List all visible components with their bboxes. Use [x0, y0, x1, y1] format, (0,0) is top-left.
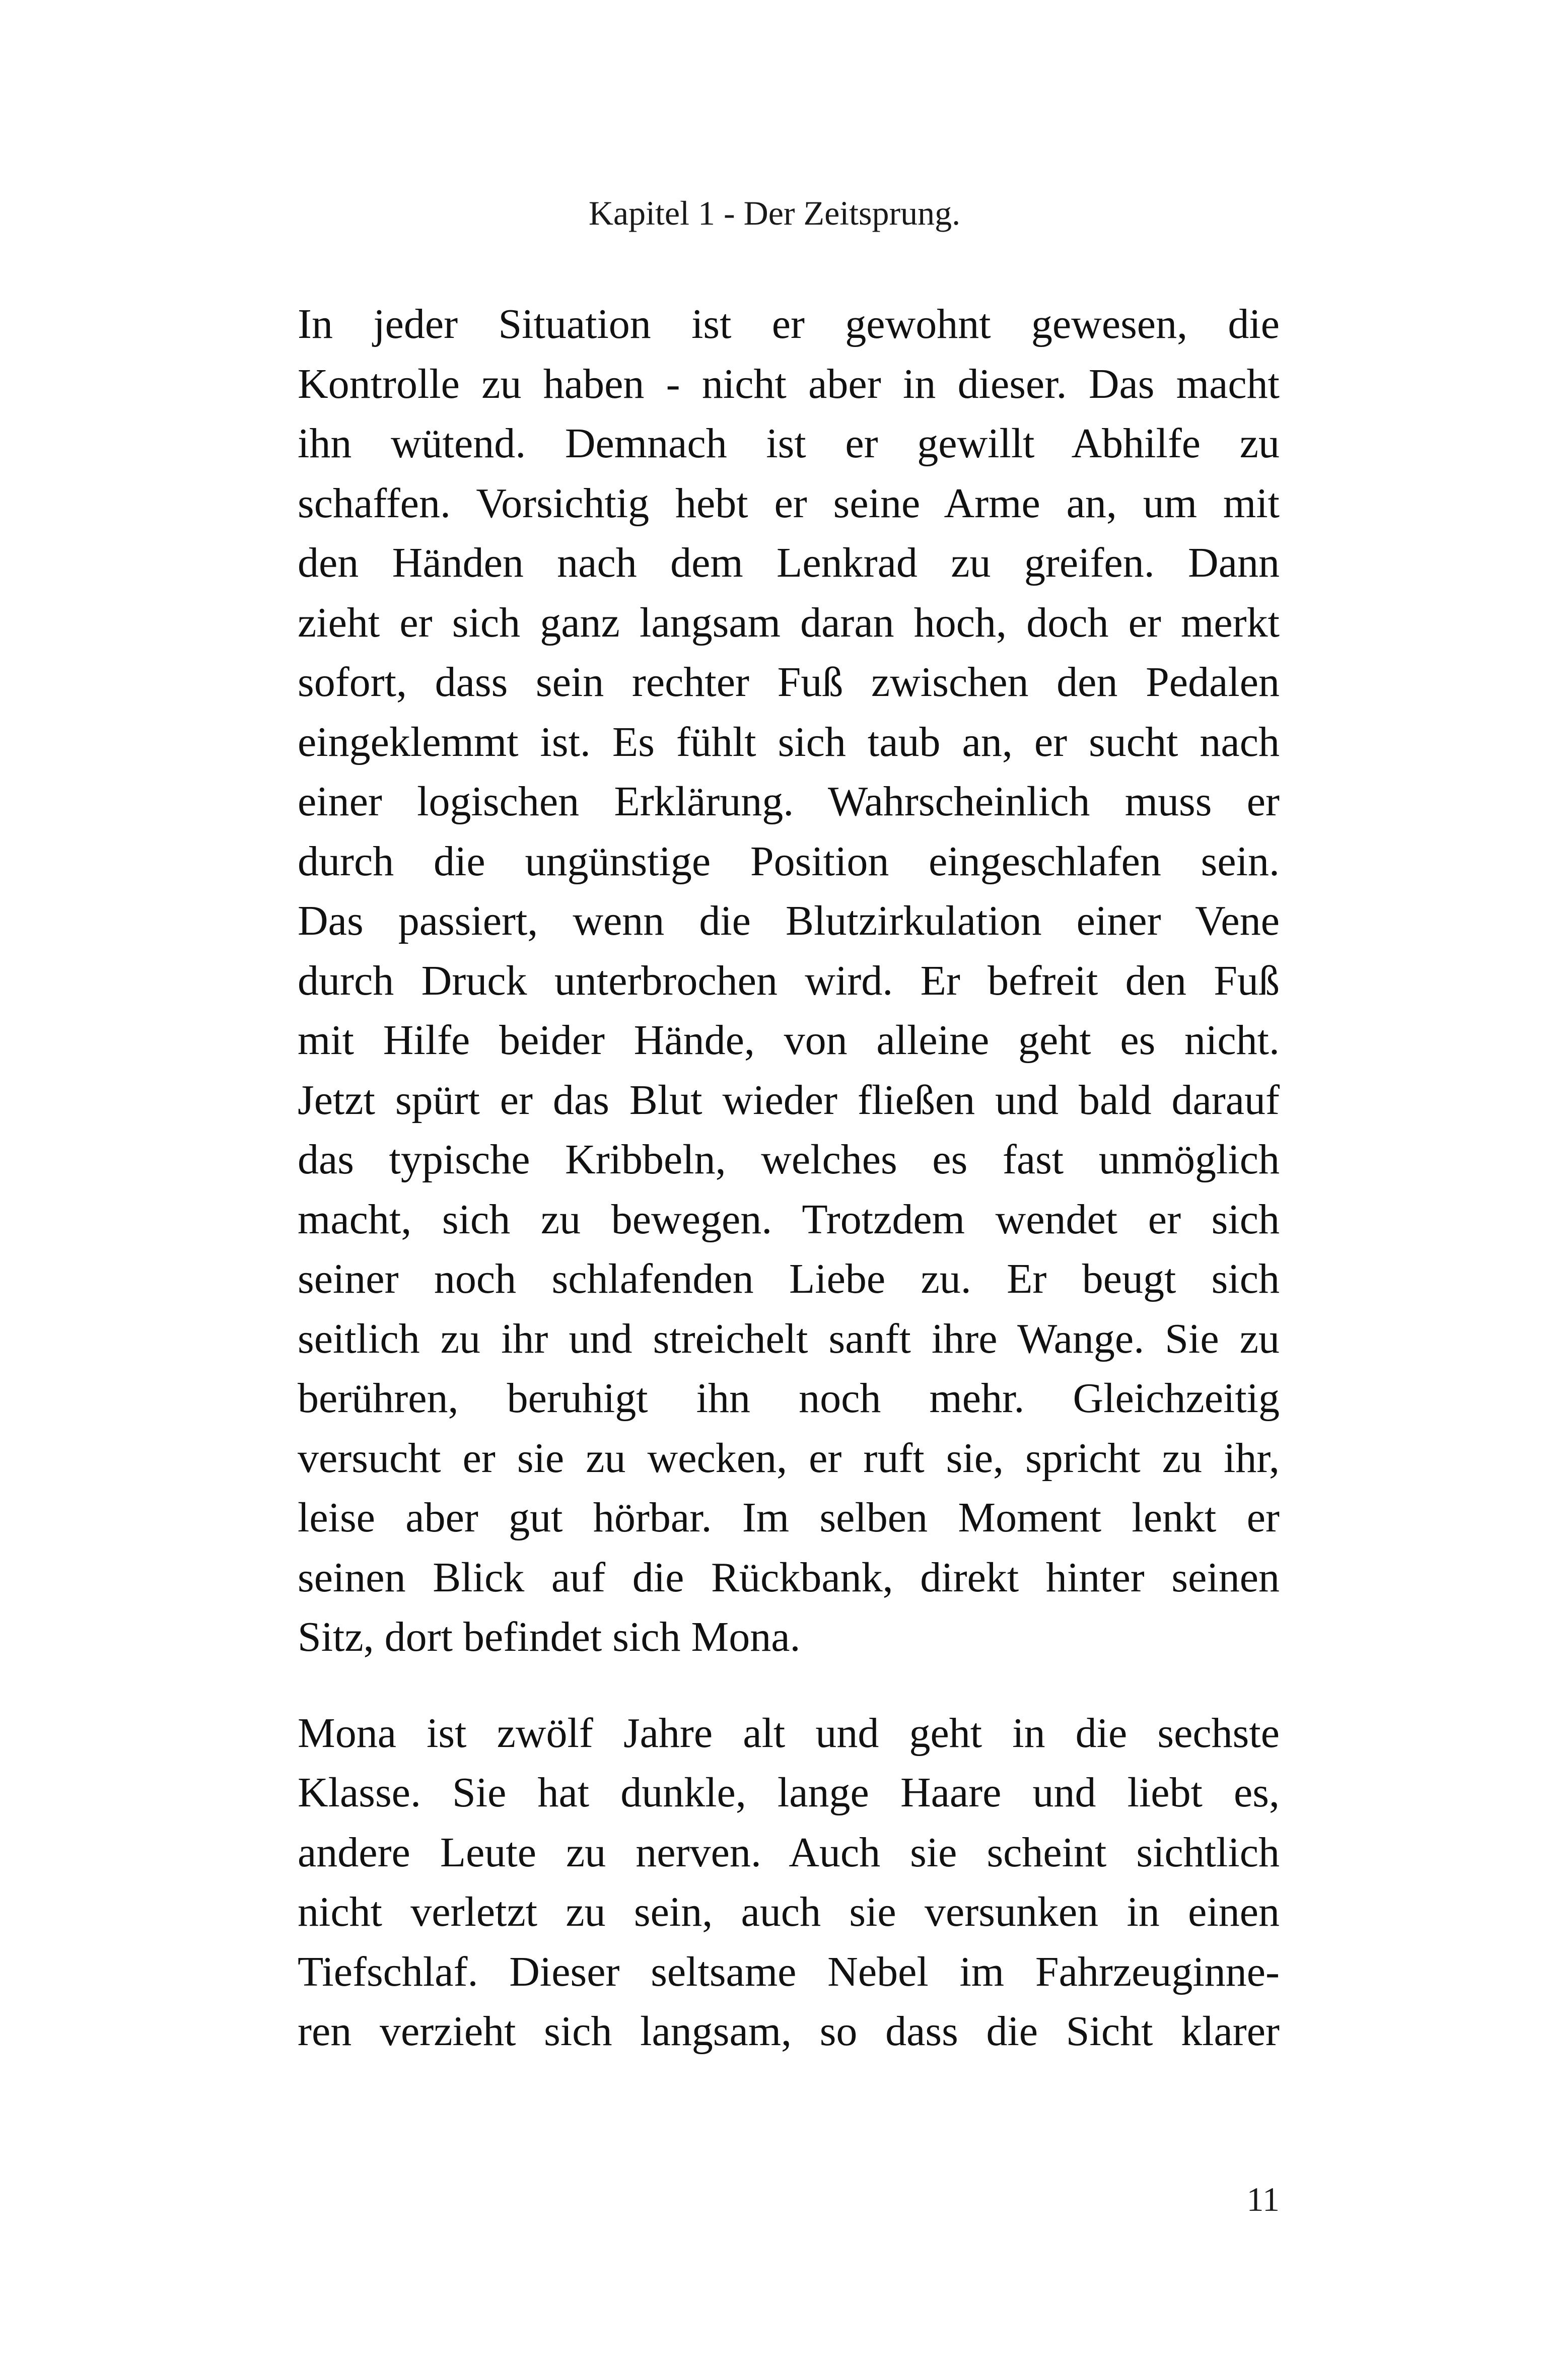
text-line: Klasse. Sie hat dunkle, lange Haare und liebt es, [298, 1769, 1280, 1816]
page-number: 11 [1246, 2180, 1280, 2218]
text-line: andere Leute zu nerven. Auch sie scheint sichtlich [298, 1829, 1280, 1876]
text-line: schaffen. Vorsichtig hebt er seine Arme an, um mit [298, 479, 1280, 527]
text-line: Das passiert, wenn die Blutzirkulation einer Vene [298, 897, 1280, 944]
text-line: seiner noch schlafenden Liebe zu. Er beugt sich [298, 1255, 1280, 1302]
text-line: In jeder Situation ist er gewohnt gewesen, die [298, 301, 1280, 347]
text-line: Sitz, dort befindet sich Mona. [298, 1614, 801, 1660]
text-line: Tiefschlaf. Dieser seltsame Nebel im Fahrzeuginne- [298, 1948, 1280, 1995]
text-line: berühren, beruhigt ihn noch mehr. Gleichzeitig [298, 1375, 1280, 1422]
text-line: ren verzieht sich langsam, so dass die Sicht klarer [298, 2008, 1280, 2055]
paragraph-1 [298, 295, 1280, 1667]
text-line: macht, sich zu bewegen. Trotzdem wendet er sich [298, 1196, 1280, 1243]
text-line: nicht verletzt zu sein, auch sie versunken in einen [298, 1888, 1280, 1935]
text-line: eingeklemmt ist. Es fühlt sich taub an, er sucht nach [298, 718, 1280, 765]
text-line: zieht er sich ganz langsam daran hoch, doch er merkt [298, 599, 1280, 646]
text-line: einer logischen Erklärung. Wahrscheinlich muss er [298, 778, 1280, 825]
text-line: seitlich zu ihr und streichelt sanft ihre Wange. Sie zu [298, 1315, 1280, 1362]
text-line: durch die ungünstige Position eingeschlafen sein. [298, 837, 1280, 885]
text-line: ihn wütend. Demnach ist er gewillt Abhilfe zu [298, 420, 1280, 467]
text-line: leise aber gut hörbar. Im selben Moment lenkt er [298, 1494, 1280, 1541]
chapter-heading: Kapitel 1 - Der Zeitsprung. [588, 194, 961, 232]
text-line: mit Hilfe beider Hände, von alleine geht es nicht. [298, 1017, 1280, 1064]
text-line: seinen Blick auf die Rückbank, direkt hinter seinen [298, 1554, 1280, 1601]
text-line: den Händen nach dem Lenkrad zu greifen. Dann [298, 539, 1280, 586]
text-line: Kontrolle zu haben - nicht aber in dieser. Das macht [298, 360, 1280, 407]
text-line: sofort, dass sein rechter Fuß zwischen den Pedalen [298, 659, 1280, 706]
body-text [298, 295, 1280, 2062]
text-line: Mona ist zwölf Jahre alt und geht in die sechste [298, 1709, 1280, 1757]
text-line: versucht er sie zu wecken, er ruft sie, spricht zu ihr, [298, 1434, 1280, 1482]
text-line: durch Druck unterbrochen wird. Er befreit den Fuß [298, 957, 1280, 1004]
paragraph-2 [298, 1704, 1280, 2062]
text-line: Jetzt spürt er das Blut wieder fließen und bald darauf [298, 1076, 1280, 1124]
text-line: das typische Kribbeln, welches es fast unmöglich [298, 1136, 1280, 1183]
